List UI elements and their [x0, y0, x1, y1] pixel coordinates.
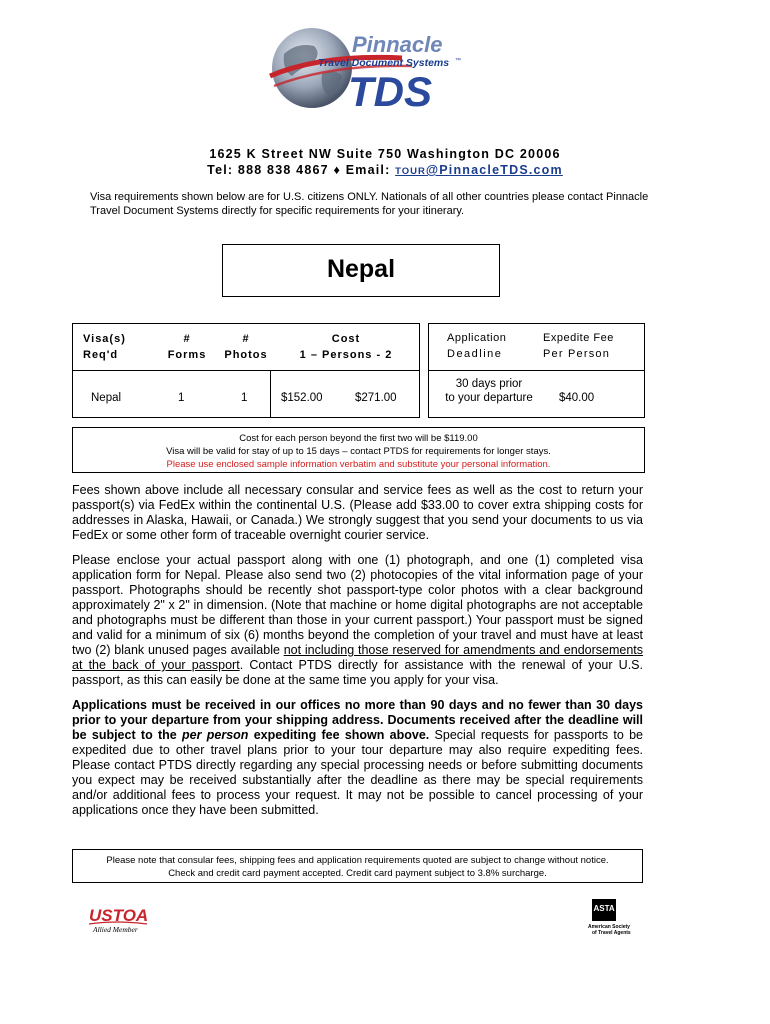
header-expedite: Expedite Fee Per Person	[543, 332, 614, 360]
table-header-row	[73, 324, 419, 371]
asta-logo	[586, 897, 642, 937]
deadline-header-row	[429, 324, 644, 371]
svg-text:Travel Document Systems: Travel Document Systems	[318, 57, 450, 69]
cell-photos: 1	[241, 392, 248, 404]
address-line: 1625 K Street NW Suite 750 Washington DC 20006	[209, 147, 561, 161]
pinnacle-tds-logo	[262, 24, 472, 112]
documents-paragraph: Please enclose your actual passport along with one (1) photograph, and one (1) completed visa application form for Nepal. Please also send two (2) photocopies of the vital information page of your passport. Photographs should be recently shot passport-type color photos with a clear background approximately 2" x 2" in dimension. (Note that machine or home digital photographs are not acceptable and photographs must be different than those in your current passport.) Your passport must be signed and valid for a minimum of six (6) months beyond the completion of your travel and must have at least two (2) blank unused pages available not including those reserved for amendments and endorsements at the back of your passport. Contact PTDS directly for assistance with the renewal of your U.S. passport, as this can easily be done at the same time you apply for your visa.	[72, 553, 644, 687]
contact-block	[0, 146, 770, 180]
header-visa: Visa(s) Req'd	[83, 333, 126, 361]
deadline-table	[428, 323, 645, 418]
cost-notes-box: Cost for each person beyond the first two will be $119.00 Visa will be valid for stay of up to 15 days – contact PTDS for requirements for longer stays. Please use enclosed sample information verbatim and substitute your personal information.	[72, 427, 645, 473]
visa-cost-table	[72, 323, 420, 418]
svg-text:™: ™	[455, 58, 461, 64]
email-link[interactable]: TOUR@PinnacleTDS.com	[395, 163, 563, 177]
cell-forms: 1	[178, 392, 185, 404]
disclaimer-box: Please note that consular fees, shipping fees and application requirements quoted are subject to change without notice. Check and credit card payment accepted. Credit card payment subject to 3.8% surcharge.	[72, 849, 643, 883]
svg-text:of Travel Agents: of Travel Agents	[592, 930, 631, 936]
fees-paragraph: Fees shown above include all necessary consular and service fees as well as the cost to return your passport(s) via FedEx within the continental U.S. (Please add $33.00 to cover extra shipping costs for addresses in Alaska, Hawaii, or Canada.) We strongly suggest that you send your documents to us via FedEx or some other form of traceable overnight courier service.	[72, 483, 643, 542]
svg-text:American Society: American Society	[588, 924, 630, 930]
svg-text:TDS: TDS	[348, 68, 432, 112]
cell-deadline: 30 days prior to your departure	[445, 378, 533, 404]
svg-text:Allied Member: Allied Member	[93, 925, 138, 934]
cell-cost-2: $271.00	[355, 392, 397, 404]
header-cost: Cost 1 – Persons - 2	[299, 333, 393, 361]
cell-visa: Nepal	[91, 392, 122, 404]
intro-text: Visa requirements shown below are for U.S. citizens ONLY. Nationals of all other countries please contact Pinnacle Travel Document Systems directly for specific requirements for your itinerary.	[90, 191, 649, 217]
header-deadline: Application Deadline	[447, 332, 507, 360]
cell-cost-1: $152.00	[281, 392, 323, 404]
svg-text:Pinnacle: Pinnacle	[352, 32, 443, 57]
tel-email-line: Tel: 888 838 4867 ♦ Email: TOUR@PinnacleTDS.com	[207, 163, 563, 177]
country-title: Nepal	[222, 244, 500, 297]
cell-expedite: $40.00	[559, 392, 595, 404]
ustoa-logo	[87, 904, 151, 934]
header-photos: # Photos	[224, 333, 268, 361]
svg-text:ASTA: ASTA	[593, 904, 615, 913]
table-divider	[270, 370, 271, 417]
svg-text:USTOA: USTOA	[89, 906, 149, 925]
deadline-paragraph: Applications must be received in our offices no more than 90 days and no fewer than 30 days prior to your departure from your shipping address. Documents received after the deadline will be subject to the per person expediting fee shown above. Special requests for passports to be expedited due to other travel plans prior to your tour departure may also require expediting fees. Please contact PTDS directly regarding any special processing needs or before submitting documents you expect may be received substantially after the deadline as there may be special requirements and/or additional fees to process your request. It may not be possible to cancel processing of your applications once they have been submitted.	[72, 698, 643, 817]
notes-warning: Please use enclosed sample information verbatim and substitute your personal information.	[166, 459, 551, 470]
header-forms: # Forms	[167, 333, 207, 361]
